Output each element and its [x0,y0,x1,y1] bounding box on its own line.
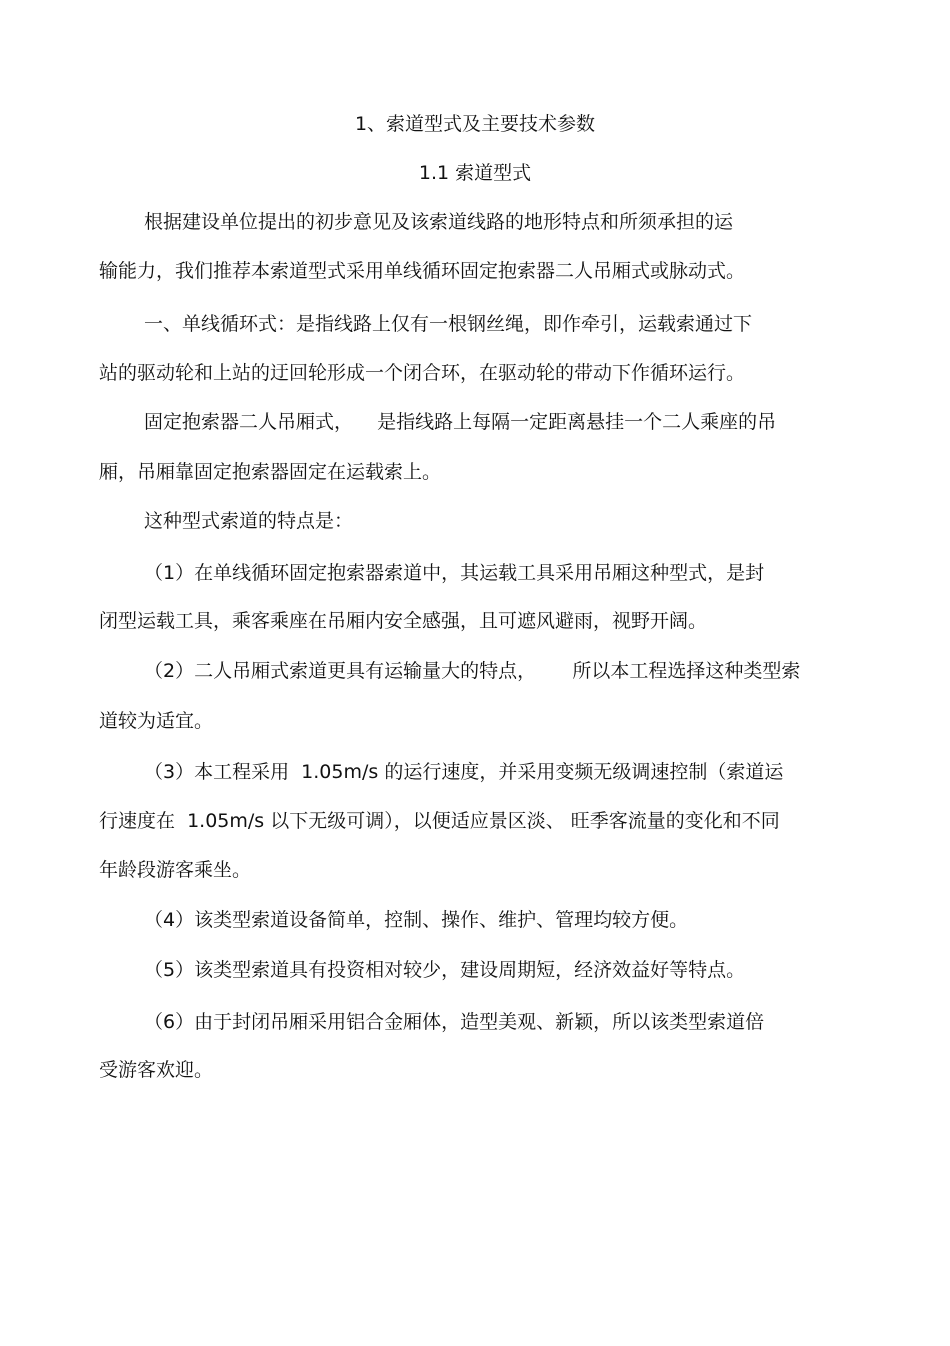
paragraph-line: 厢，吊厢靠固定抱索器固定在运载索上。 [99,461,442,483]
paragraph-line: 站的驱动轮和上站的迂回轮形成一个闭合环，在驱动轮的带动下作循环运行。 [99,362,746,384]
paragraph-line: 年龄段游客乘坐。 [99,859,252,881]
paragraph-line: （3）本工程采用 1.05m/s 的运行速度，并采用变频无级调速控制（索道运 [144,761,784,783]
document-title: 1、索道型式及主要技术参数 [354,113,596,135]
paragraph-line: （4）该类型索道设备简单，控制、操作、维护、管理均较方便。 [144,909,689,931]
paragraph-line: 行速度在 1.05m/s 以下无级可调），以便适应景区淡、 旺季客流量的变化和不同 [99,810,780,832]
paragraph-line: 闭型运载工具，乘客乘座在吊厢内安全感强，且可遮风避雨，视野开阔。 [99,610,708,632]
paragraph-line: （6）由于封闭吊厢采用铝合金厢体，造型美观、新颖，所以该类型索道倍 [144,1011,765,1033]
paragraph-line: （1）在单线循环固定抱索器索道中，其运载工具采用吊厢这种型式，是封 [144,562,765,584]
paragraph-line: （5）该类型索道具有投资相对较少，建设周期短，经济效益好等特点。 [144,959,746,981]
section-title: 1.1 索道型式 [418,162,532,184]
paragraph-line: （2）二人吊厢式索道更具有运输量大的特点， 所以本工程选择这种类型索 [144,660,801,682]
paragraph-line: 根据建设单位提出的初步意见及该索道线路的地形特点和所须承担的运 [144,211,734,233]
paragraph-line: 这种型式索道的特点是： [144,510,354,532]
paragraph-line: 受游客欢迎。 [99,1059,214,1081]
paragraph-line: 道较为适宜。 [99,710,214,732]
paragraph-line: 固定抱索器二人吊厢式， 是指线路上每隔一定距离悬挂一个二人乘座的吊 [144,411,777,433]
paragraph-line: 一、单线循环式：是指线路上仅有一根钢丝绳，即作牵引，运载索通过下 [144,313,753,335]
paragraph-line: 输能力，我们推荐本索道型式采用单线循环固定抱索器二人吊厢式或脉动式。 [99,260,746,282]
